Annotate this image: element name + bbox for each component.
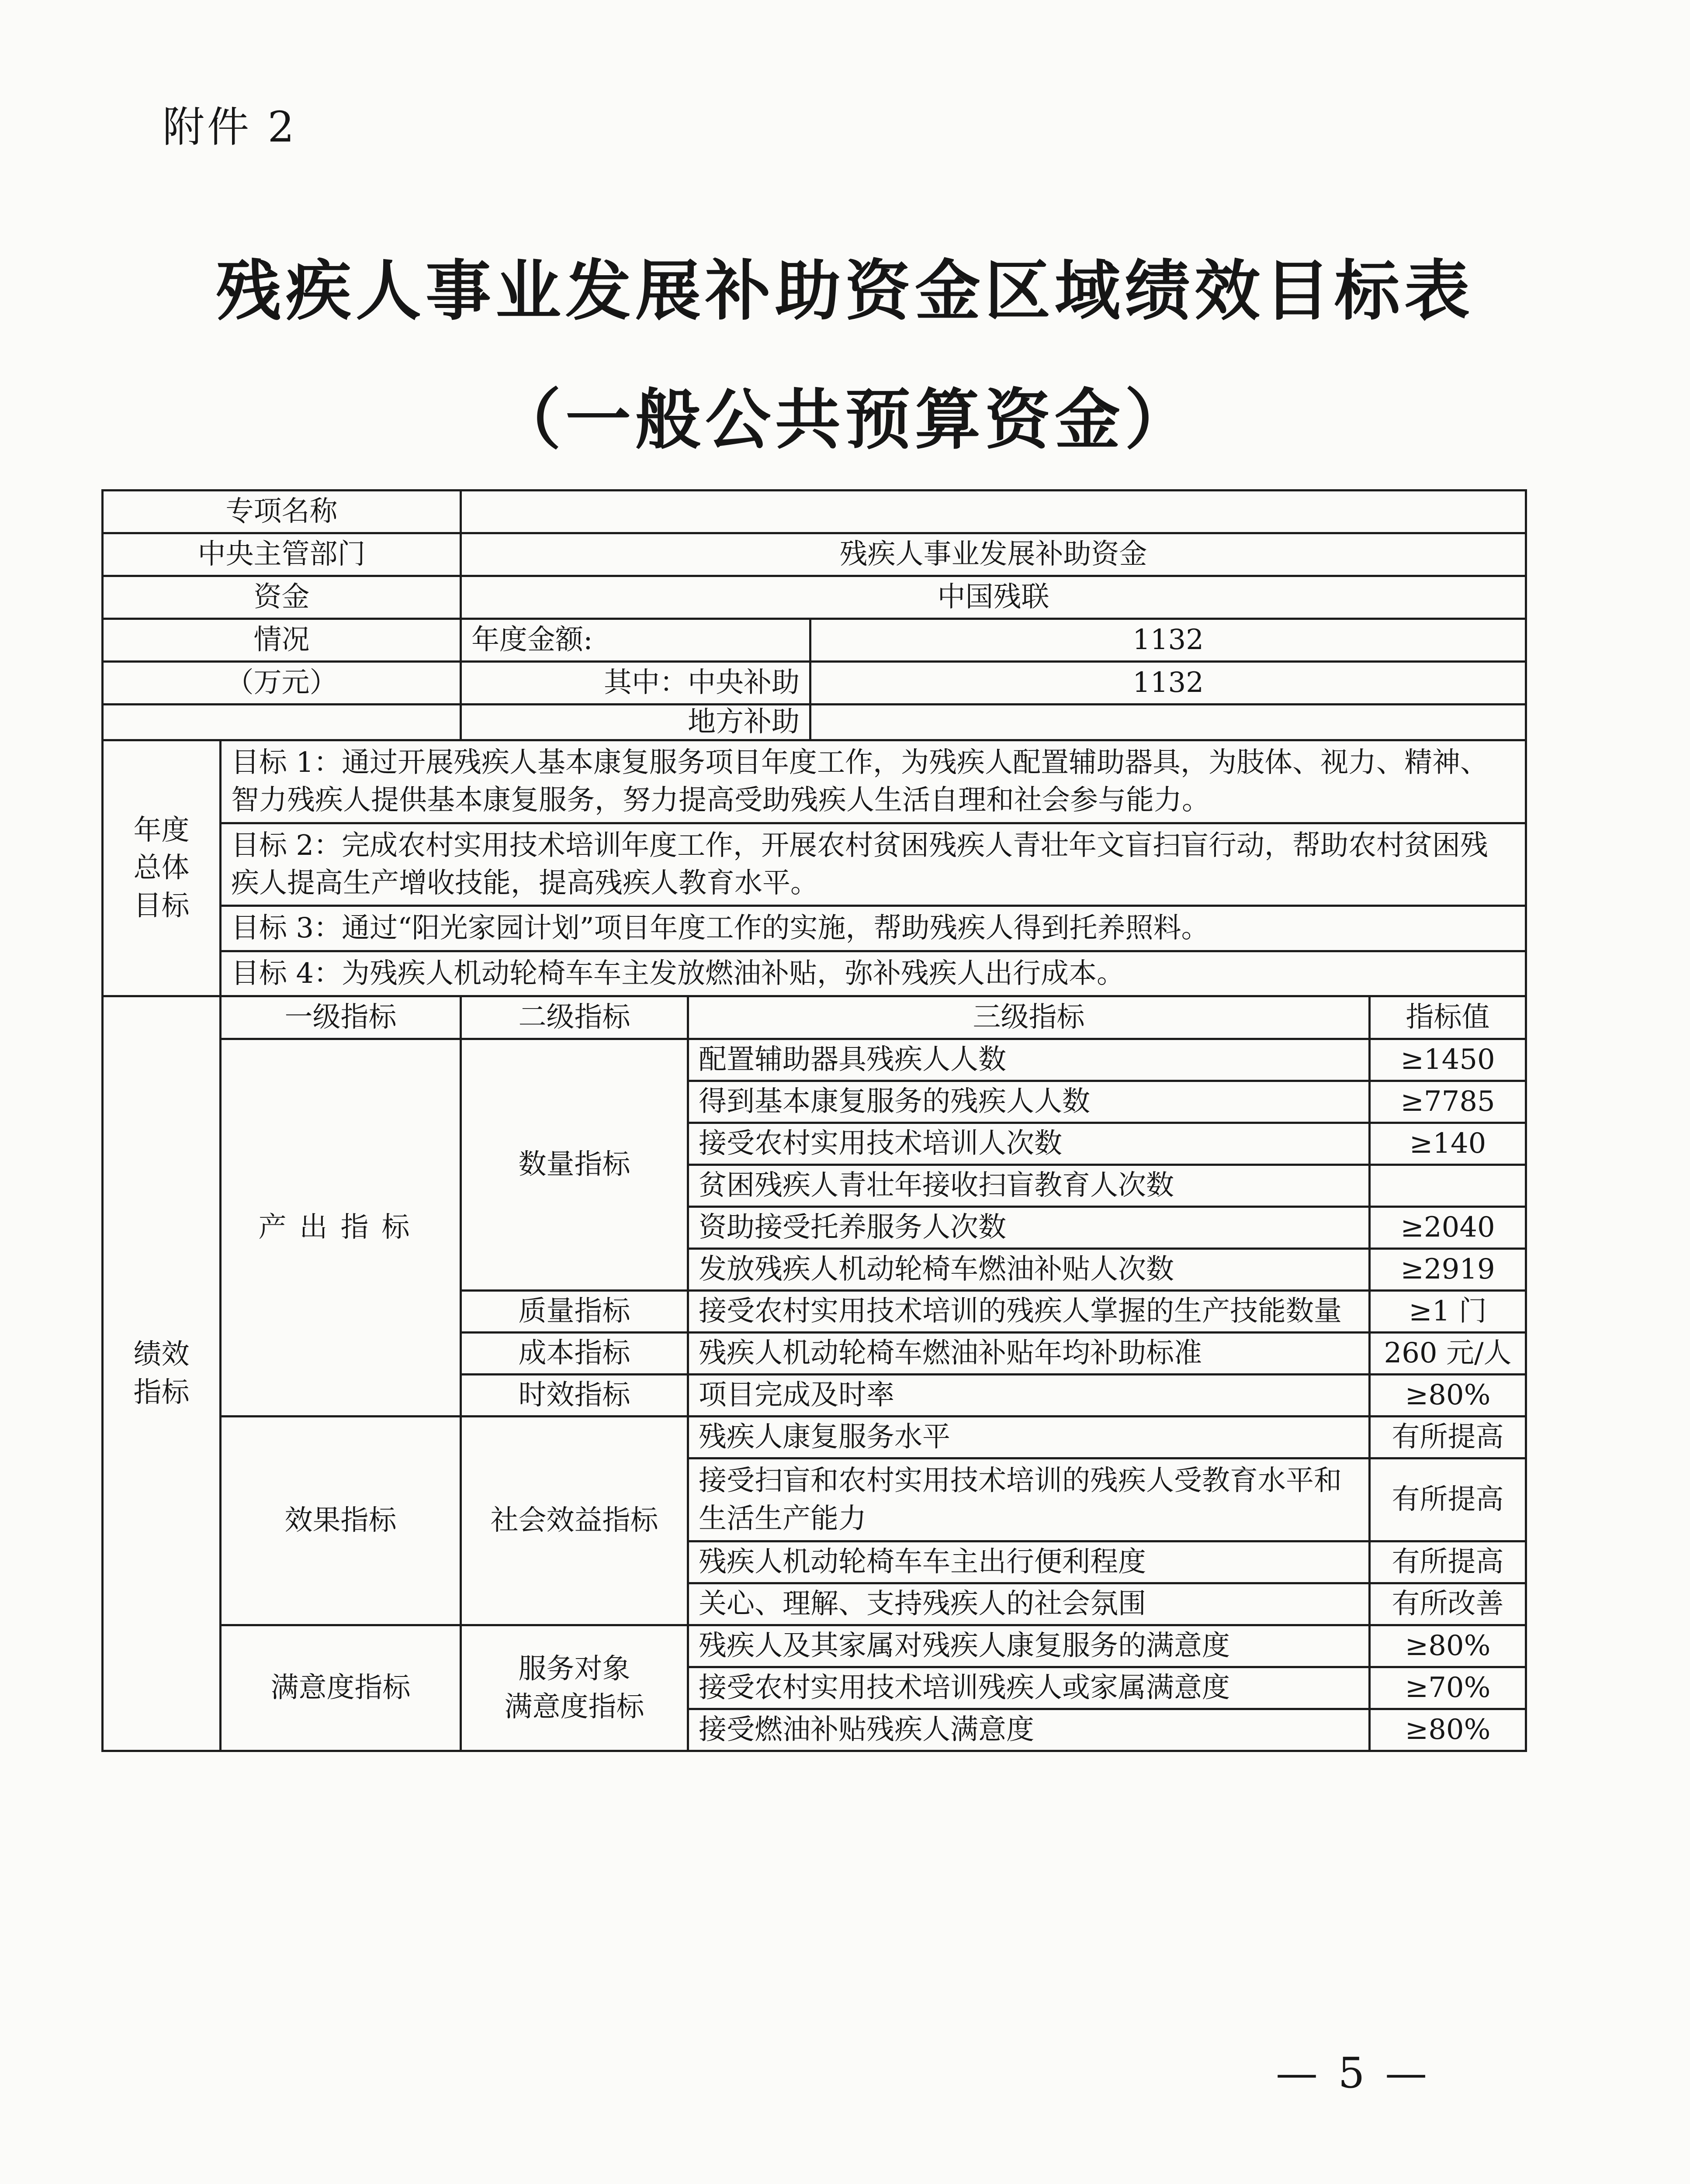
indicator-value: ≥1450 [1370,1039,1526,1081]
central-amount-value: 1132 [810,662,1526,705]
indicator-value: 有所改善 [1370,1583,1526,1625]
goal-4: 目标 4：为残疾人机动轮椅车车主发放燃油补贴，弥补残疾人出行成本。 [221,951,1526,996]
fund-label-2: 情况 [103,619,461,662]
document-title: 残疾人事业发展补助资金区域绩效目标表 [215,253,1474,329]
quality-indicator-label: 质量指标 [461,1291,688,1333]
table-row [103,662,1526,705]
table-row [103,1039,1526,1081]
indicator-name: 残疾人康复服务水平 [688,1417,1370,1458]
table-row [103,533,1526,576]
indicator-value: ≥80% [1370,1709,1526,1751]
table-row [103,619,1526,662]
table-row [103,705,1526,740]
table-row [103,1625,1526,1667]
indicator-name: 残疾人及其家属对残疾人康复服务的满意度 [688,1625,1370,1667]
social-benefit-label: 社会效益指标 [461,1417,688,1625]
table-row [103,996,1526,1039]
performance-label: 绩效 指标 [103,996,221,1751]
goal-row [103,951,1526,996]
indicator-name: 发放残疾人机动轮椅车燃油补贴人次数 [688,1249,1370,1291]
fund-label-1: 资金 [103,576,461,619]
satisfaction-indicator-label: 满意度指标 [221,1625,461,1751]
project-name-value [461,491,1526,533]
indicator-value: ≥140 [1370,1123,1526,1165]
output-indicator-label: 产出指标 [221,1039,461,1417]
fund-label-3: （万元） [103,662,461,705]
indicator-value: ≥70% [1370,1667,1526,1709]
dept-value: 中国残联 [461,576,1526,619]
goal-3: 目标 3：通过“阳光家园计划”项目年度工作的实施，帮助残疾人得到托养照料。 [221,906,1526,951]
col-level1-header: 一级指标 [221,996,461,1039]
indicator-name: 残疾人机动轮椅车车主出行便利程度 [688,1541,1370,1583]
indicator-name: 贫困残疾人青壮年接收扫盲教育人次数 [688,1165,1370,1207]
central-label: 其中：中央补助 [461,662,810,705]
indicator-value: ≥1 门 [1370,1291,1526,1333]
table-row [103,576,1526,619]
indicator-name: 接受农村实用技术培训人次数 [688,1123,1370,1165]
performance-target-table [101,489,1527,1752]
col-level3-header: 三级指标 [688,996,1370,1039]
quantity-indicator-label: 数量指标 [461,1039,688,1291]
indicator-name: 接受农村实用技术培训残疾人或家属满意度 [688,1667,1370,1709]
col-value-header: 指标值 [1370,996,1526,1039]
indicator-name: 接受扫盲和农村实用技术培训的残疾人受教育水平和生活生产能力 [688,1458,1370,1541]
goal-row [103,740,1526,823]
annual-amount-value: 1132 [810,619,1526,662]
indicator-value: ≥80% [1370,1625,1526,1667]
indicator-name: 残疾人机动轮椅车燃油补贴年均补助标准 [688,1333,1370,1375]
annual-goal-label: 年度 总体 目标 [103,740,221,996]
indicator-name: 配置辅助器具残疾人人数 [688,1039,1370,1081]
goal-row [103,906,1526,951]
indicator-value: ≥80% [1370,1375,1526,1417]
indicator-name: 接受燃油补贴残疾人满意度 [688,1709,1370,1751]
indicator-value: 260 元/人 [1370,1333,1526,1375]
fund-blank-cell [103,705,461,740]
col-level2-header: 二级指标 [461,996,688,1039]
indicator-value: ≥2040 [1370,1207,1526,1249]
indicator-value: 有所提高 [1370,1541,1526,1583]
goal-2: 目标 2：完成农村实用技术培训年度工作，开展农村贫困残疾人青壮年文盲扫盲行动，帮助农村贫困残疾人提高生产增收技能，提高残疾人教育水平。 [221,823,1526,906]
goal-row [103,823,1526,906]
attachment-label: 附件 2 [163,103,297,152]
indicator-name: 资助接受托养服务人次数 [688,1207,1370,1249]
indicator-value: 有所提高 [1370,1417,1526,1458]
indicator-value: ≥7785 [1370,1081,1526,1123]
goal-1: 目标 1：通过开展残疾人基本康复服务项目年度工作，为残疾人配置辅助器具，为肢体、视力、精神、智力残疾人提供基本康复服务，努力提高受助残疾人生活自理和社会参与能力。 [221,740,1526,823]
table-row [103,1417,1526,1458]
indicator-name: 关心、理解、支持残疾人的社会氛围 [688,1583,1370,1625]
indicator-name: 得到基本康复服务的残疾人人数 [688,1081,1370,1123]
local-label: 地方补助 [461,705,810,740]
page-number: — 5 — [1276,2049,1431,2098]
indicator-value [1370,1165,1526,1207]
time-indicator-label: 时效指标 [461,1375,688,1417]
project-name-text: 残疾人事业发展补助资金 [461,533,1526,576]
indicator-value: 有所提高 [1370,1458,1526,1541]
indicator-name: 项目完成及时率 [688,1375,1370,1417]
annual-amount-label: 年度金额: [461,619,810,662]
effect-indicator-label: 效果指标 [221,1417,461,1625]
cost-indicator-label: 成本指标 [461,1333,688,1375]
service-satisfaction-label: 服务对象 满意度指标 [461,1625,688,1751]
indicator-name: 接受农村实用技术培训的残疾人掌握的生产技能数量 [688,1291,1370,1333]
project-name-label: 专项名称 [103,491,461,533]
dept-label: 中央主管部门 [103,533,461,576]
document-subtitle: （一般公共预算资金） [495,382,1195,458]
table-row [103,491,1526,533]
local-amount-value [810,705,1526,740]
indicator-value: ≥2919 [1370,1249,1526,1291]
